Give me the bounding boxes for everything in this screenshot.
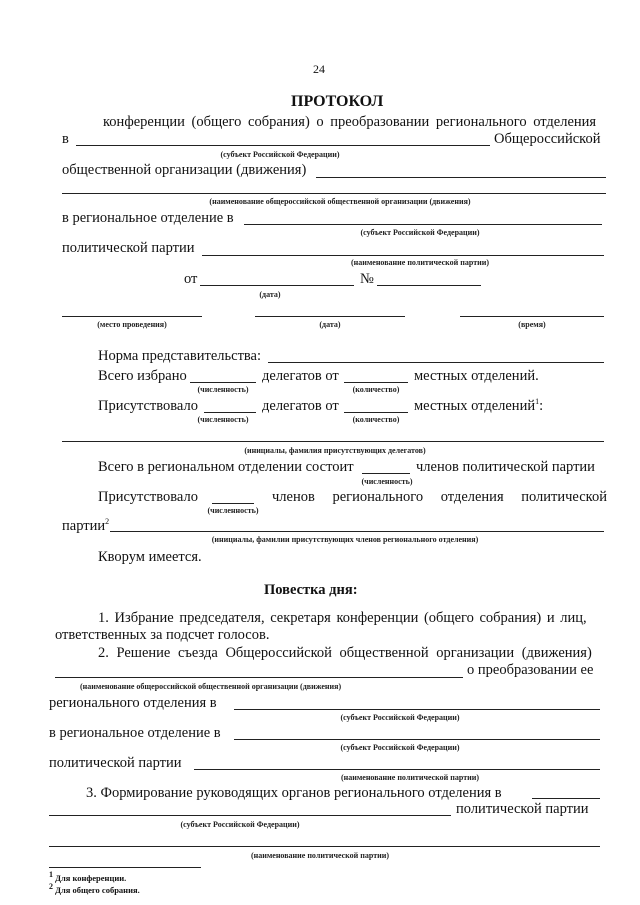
agenda-item2-line2-suffix: о преобразовании ее [467, 662, 594, 678]
number-label: № [360, 271, 374, 287]
caption-meeting-date: (дата) [319, 320, 341, 329]
caption-count-2: (численность) [197, 415, 249, 424]
agenda-party-field-2[interactable] [49, 846, 600, 847]
agenda-item2-line5: политической партии [49, 755, 182, 771]
caption-subject-2: (субъект Российской Федерации) [360, 228, 480, 237]
caption-place: (место проведения) [97, 320, 167, 329]
party-label: партии$^2$ [62, 517, 110, 534]
footnote-ref-2: 2 [105, 517, 110, 527]
members-field[interactable] [110, 531, 604, 532]
agenda-subject-field-3a[interactable] [532, 798, 600, 799]
org-name-field-2[interactable] [62, 193, 606, 194]
agenda-item2-line1: 2. Решение съезда Общероссийской общественной организации (движения) [98, 645, 592, 661]
present2-count-field[interactable] [212, 503, 254, 504]
norm-field[interactable] [268, 362, 604, 363]
agenda-caption-org: (наименование общероссийской общественной организации (движения) [80, 682, 342, 691]
elected-suffix: местных отделений. [414, 368, 539, 384]
caption-quantity-2: (количество) [352, 415, 400, 424]
present-mid: делегатов от [262, 398, 339, 414]
header-line5: политической партии [62, 240, 195, 256]
header-line2-prefix: в [62, 131, 69, 147]
footnote-ref-1: 1 [535, 397, 540, 407]
footnote-1: $^1$ Для конференции. [49, 870, 127, 883]
agenda-item3-line2-suffix: политической партии [456, 801, 589, 817]
agenda-caption-subject-3: (субъект Российской Федерации) [180, 820, 300, 829]
caption-date: (дата) [259, 290, 281, 299]
header-line1: конференции (общего собрания) о преобразовании регионального отделения [103, 114, 597, 130]
agenda-caption-party: (наименование политической партии) [340, 773, 480, 782]
agenda-item1-line2: ответственных за подсчет голосов. [55, 627, 270, 643]
caption-quantity: (количество) [352, 385, 400, 394]
caption-count: (численность) [197, 385, 249, 394]
norm-label: Норма представительства: [98, 348, 262, 364]
party-name-field[interactable] [202, 255, 604, 256]
header-line2-suffix: Общероссийской [494, 131, 601, 147]
caption-members: (инициалы, фамилии присутствующих членов регионального отделения) [211, 535, 479, 544]
subject-field[interactable] [76, 145, 490, 146]
present-suffix: местных отделений$^1$: [414, 397, 544, 414]
agenda-heading: Повестка дня: [264, 582, 358, 598]
agenda-org-field[interactable] [55, 677, 463, 678]
agenda-item2-line4: в региональное отделение в [49, 725, 221, 741]
total-suffix: членов политической партии [416, 459, 595, 475]
agenda-caption-subject: (субъект Российской Федерации) [340, 713, 460, 722]
present2-suffix: членов регионального отделения политической [272, 489, 607, 505]
footnote-2: $^2$ Для общего собрания. [49, 882, 140, 895]
agenda-subject-field-2[interactable] [234, 739, 600, 740]
caption-party: (наименование политической партии) [350, 258, 490, 267]
caption-count-4: (численность) [207, 506, 259, 515]
delegates-field[interactable] [62, 441, 604, 442]
agenda-caption-subject-2: (субъект Российской Федерации) [340, 743, 460, 752]
total-count-field[interactable] [362, 473, 410, 474]
org-name-field-1[interactable] [316, 177, 606, 178]
caption-delegates: (инициалы, фамилия присутствующих делегатов) [244, 446, 426, 455]
present-count-field[interactable] [204, 412, 256, 413]
from-label: от [184, 271, 198, 287]
present-prefix: Присутствовало [98, 398, 198, 414]
elected-prefix: Всего избрано [98, 368, 187, 384]
quorum-text: Кворум имеется. [98, 549, 202, 565]
caption-count-3: (численность) [361, 477, 413, 486]
agenda-item2-line3: регионального отделения в [49, 695, 217, 711]
header-line3: общественной организации (движения) [62, 162, 307, 178]
date-field[interactable] [200, 285, 354, 286]
caption-subject: (субъект Российской Федерации) [220, 150, 340, 159]
meeting-date-field[interactable] [255, 316, 405, 317]
agenda-item3-line1: 3. Формирование руководящих органов регионального отделения в [86, 785, 502, 801]
document-title: ПРОТОКОЛ [291, 93, 384, 110]
agenda-item1-line1: 1. Избрание председателя, секретаря конференции (общего собрания) и лиц, [98, 610, 587, 626]
page-number: 24 [313, 62, 325, 76]
elected-count-field[interactable] [190, 382, 256, 383]
agenda-subject-field-3b[interactable] [49, 815, 451, 816]
present-quantity-field[interactable] [344, 412, 408, 413]
place-field[interactable] [62, 316, 202, 317]
agenda-caption-party-2: (наименование политической партии) [250, 851, 390, 860]
caption-org: (наименование общероссийской общественной организации (движения) [209, 197, 471, 206]
subject-field-2[interactable] [244, 224, 602, 225]
elected-quantity-field[interactable] [344, 382, 408, 383]
agenda-party-field[interactable] [194, 769, 600, 770]
total-prefix: Всего в региональном отделении состоит [98, 459, 354, 475]
header-line4: в региональное отделение в [62, 210, 234, 226]
agenda-subject-field[interactable] [234, 709, 600, 710]
caption-time: (время) [518, 320, 546, 329]
number-field[interactable] [377, 285, 481, 286]
present2-prefix: Присутствовало [98, 489, 198, 505]
footnote-divider [49, 867, 201, 868]
time-field[interactable] [460, 316, 604, 317]
elected-mid: делегатов от [262, 368, 339, 384]
